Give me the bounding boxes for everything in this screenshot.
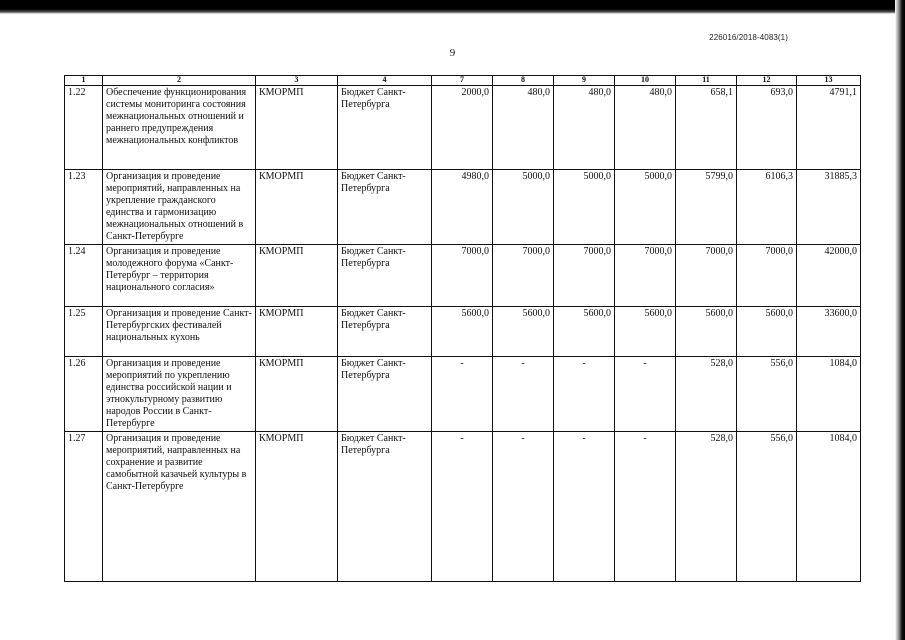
item-funding-source: Бюджет Санкт-Петербурга <box>338 307 432 357</box>
item-number: 1.26 <box>65 357 103 432</box>
value-col-13-total: 42000,0 <box>797 245 861 307</box>
item-executor: КМОРМП <box>256 245 338 307</box>
value-col-11: 7000,0 <box>676 245 737 307</box>
item-name: Организация и проведение молодежного форума «Санкт-Петербург – территория национального согласия» <box>103 245 256 307</box>
item-executor: КМОРМП <box>256 170 338 245</box>
item-funding-source: Бюджет Санкт-Петербурга <box>338 432 432 582</box>
column-header: 3 <box>256 76 338 86</box>
value-col-8: 7000,0 <box>493 245 554 307</box>
column-header: 4 <box>338 76 432 86</box>
value-col-12: 556,0 <box>737 357 797 432</box>
value-col-12: 7000,0 <box>737 245 797 307</box>
item-number: 1.23 <box>65 170 103 245</box>
value-col-12: 693,0 <box>737 86 797 170</box>
value-col-13-total: 1084,0 <box>797 357 861 432</box>
value-col-11: 5799,0 <box>676 170 737 245</box>
item-name: Организация и проведение мероприятий, направленных на укрепление гражданского единства и гармонизацию межнациональных отношений в Санкт-Петербурге <box>103 170 256 245</box>
value-col-13-total: 4791,1 <box>797 86 861 170</box>
value-col-8: - <box>493 357 554 432</box>
column-number-row <box>65 76 861 86</box>
column-header: 1 <box>65 76 103 86</box>
value-col-11: 5600,0 <box>676 307 737 357</box>
value-col-8: 5000,0 <box>493 170 554 245</box>
value-col-11: 528,0 <box>676 357 737 432</box>
value-col-7: 7000,0 <box>432 245 493 307</box>
value-col-10: - <box>615 432 676 582</box>
table-row <box>65 170 861 245</box>
column-header: 11 <box>676 76 737 86</box>
item-funding-source: Бюджет Санкт-Петербурга <box>338 357 432 432</box>
item-executor: КМОРМП <box>256 357 338 432</box>
value-col-11: 528,0 <box>676 432 737 582</box>
table-row <box>65 432 861 582</box>
item-executor: КМОРМП <box>256 307 338 357</box>
item-number: 1.22 <box>65 86 103 170</box>
item-name: Организация и проведение Санкт-Петербургских фестивалей национальных кухонь <box>103 307 256 357</box>
value-col-7: 4980,0 <box>432 170 493 245</box>
value-col-7: - <box>432 357 493 432</box>
value-col-9: 480,0 <box>554 86 615 170</box>
value-col-9: 5000,0 <box>554 170 615 245</box>
item-executor: КМОРМП <box>256 86 338 170</box>
item-funding-source: Бюджет Санкт-Петербурга <box>338 86 432 170</box>
page-number: 9 <box>449 47 456 59</box>
value-col-9: - <box>554 357 615 432</box>
table-row <box>65 307 861 357</box>
scan-border-top <box>0 0 905 14</box>
item-funding-source: Бюджет Санкт-Петербурга <box>338 170 432 245</box>
column-header: 7 <box>432 76 493 86</box>
value-col-8: 480,0 <box>493 86 554 170</box>
item-name: Обеспечение функционирования системы мониторинга состояния межнациональных отношений и раннего предупреждения межнациональных конфликтов <box>103 86 256 170</box>
value-col-13-total: 1084,0 <box>797 432 861 582</box>
value-col-10: - <box>615 357 676 432</box>
column-header: 8 <box>493 76 554 86</box>
value-col-8: 5600,0 <box>493 307 554 357</box>
value-col-10: 7000,0 <box>615 245 676 307</box>
item-number: 1.25 <box>65 307 103 357</box>
item-executor: КМОРМП <box>256 432 338 582</box>
value-col-7: 5600,0 <box>432 307 493 357</box>
value-col-9: 7000,0 <box>554 245 615 307</box>
column-header: 12 <box>737 76 797 86</box>
column-header: 13 <box>797 76 861 86</box>
column-header: 10 <box>615 76 676 86</box>
item-number: 1.24 <box>65 245 103 307</box>
table-row <box>65 86 861 170</box>
table-row <box>65 357 861 432</box>
item-name: Организация и проведение мероприятий, направленных на сохранение и развитие самобытной казачьей культуры в Санкт-Петербурге <box>103 432 256 582</box>
value-col-7: - <box>432 432 493 582</box>
value-col-12: 6106,3 <box>737 170 797 245</box>
scan-border-right <box>895 0 905 640</box>
item-funding-source: Бюджет Санкт-Петербурга <box>338 245 432 307</box>
value-col-12: 556,0 <box>737 432 797 582</box>
value-col-8: - <box>493 432 554 582</box>
value-col-13-total: 31885,3 <box>797 170 861 245</box>
table-row <box>65 245 861 307</box>
value-col-12: 5600,0 <box>737 307 797 357</box>
value-col-13-total: 33600,0 <box>797 307 861 357</box>
value-col-11: 658,1 <box>676 86 737 170</box>
item-name: Организация и проведение мероприятий по укреплению единства российской нации и этнокультурному развитию народов России в Санкт-Петербурге <box>103 357 256 432</box>
item-number: 1.27 <box>65 432 103 582</box>
document-id-stamp: 226016/2018-4083(1) <box>709 33 788 42</box>
column-header: 2 <box>103 76 256 86</box>
value-col-9: - <box>554 432 615 582</box>
value-col-10: 5000,0 <box>615 170 676 245</box>
measures-table <box>64 75 861 582</box>
value-col-10: 5600,0 <box>615 307 676 357</box>
value-col-9: 5600,0 <box>554 307 615 357</box>
column-header: 9 <box>554 76 615 86</box>
value-col-10: 480,0 <box>615 86 676 170</box>
value-col-7: 2000,0 <box>432 86 493 170</box>
